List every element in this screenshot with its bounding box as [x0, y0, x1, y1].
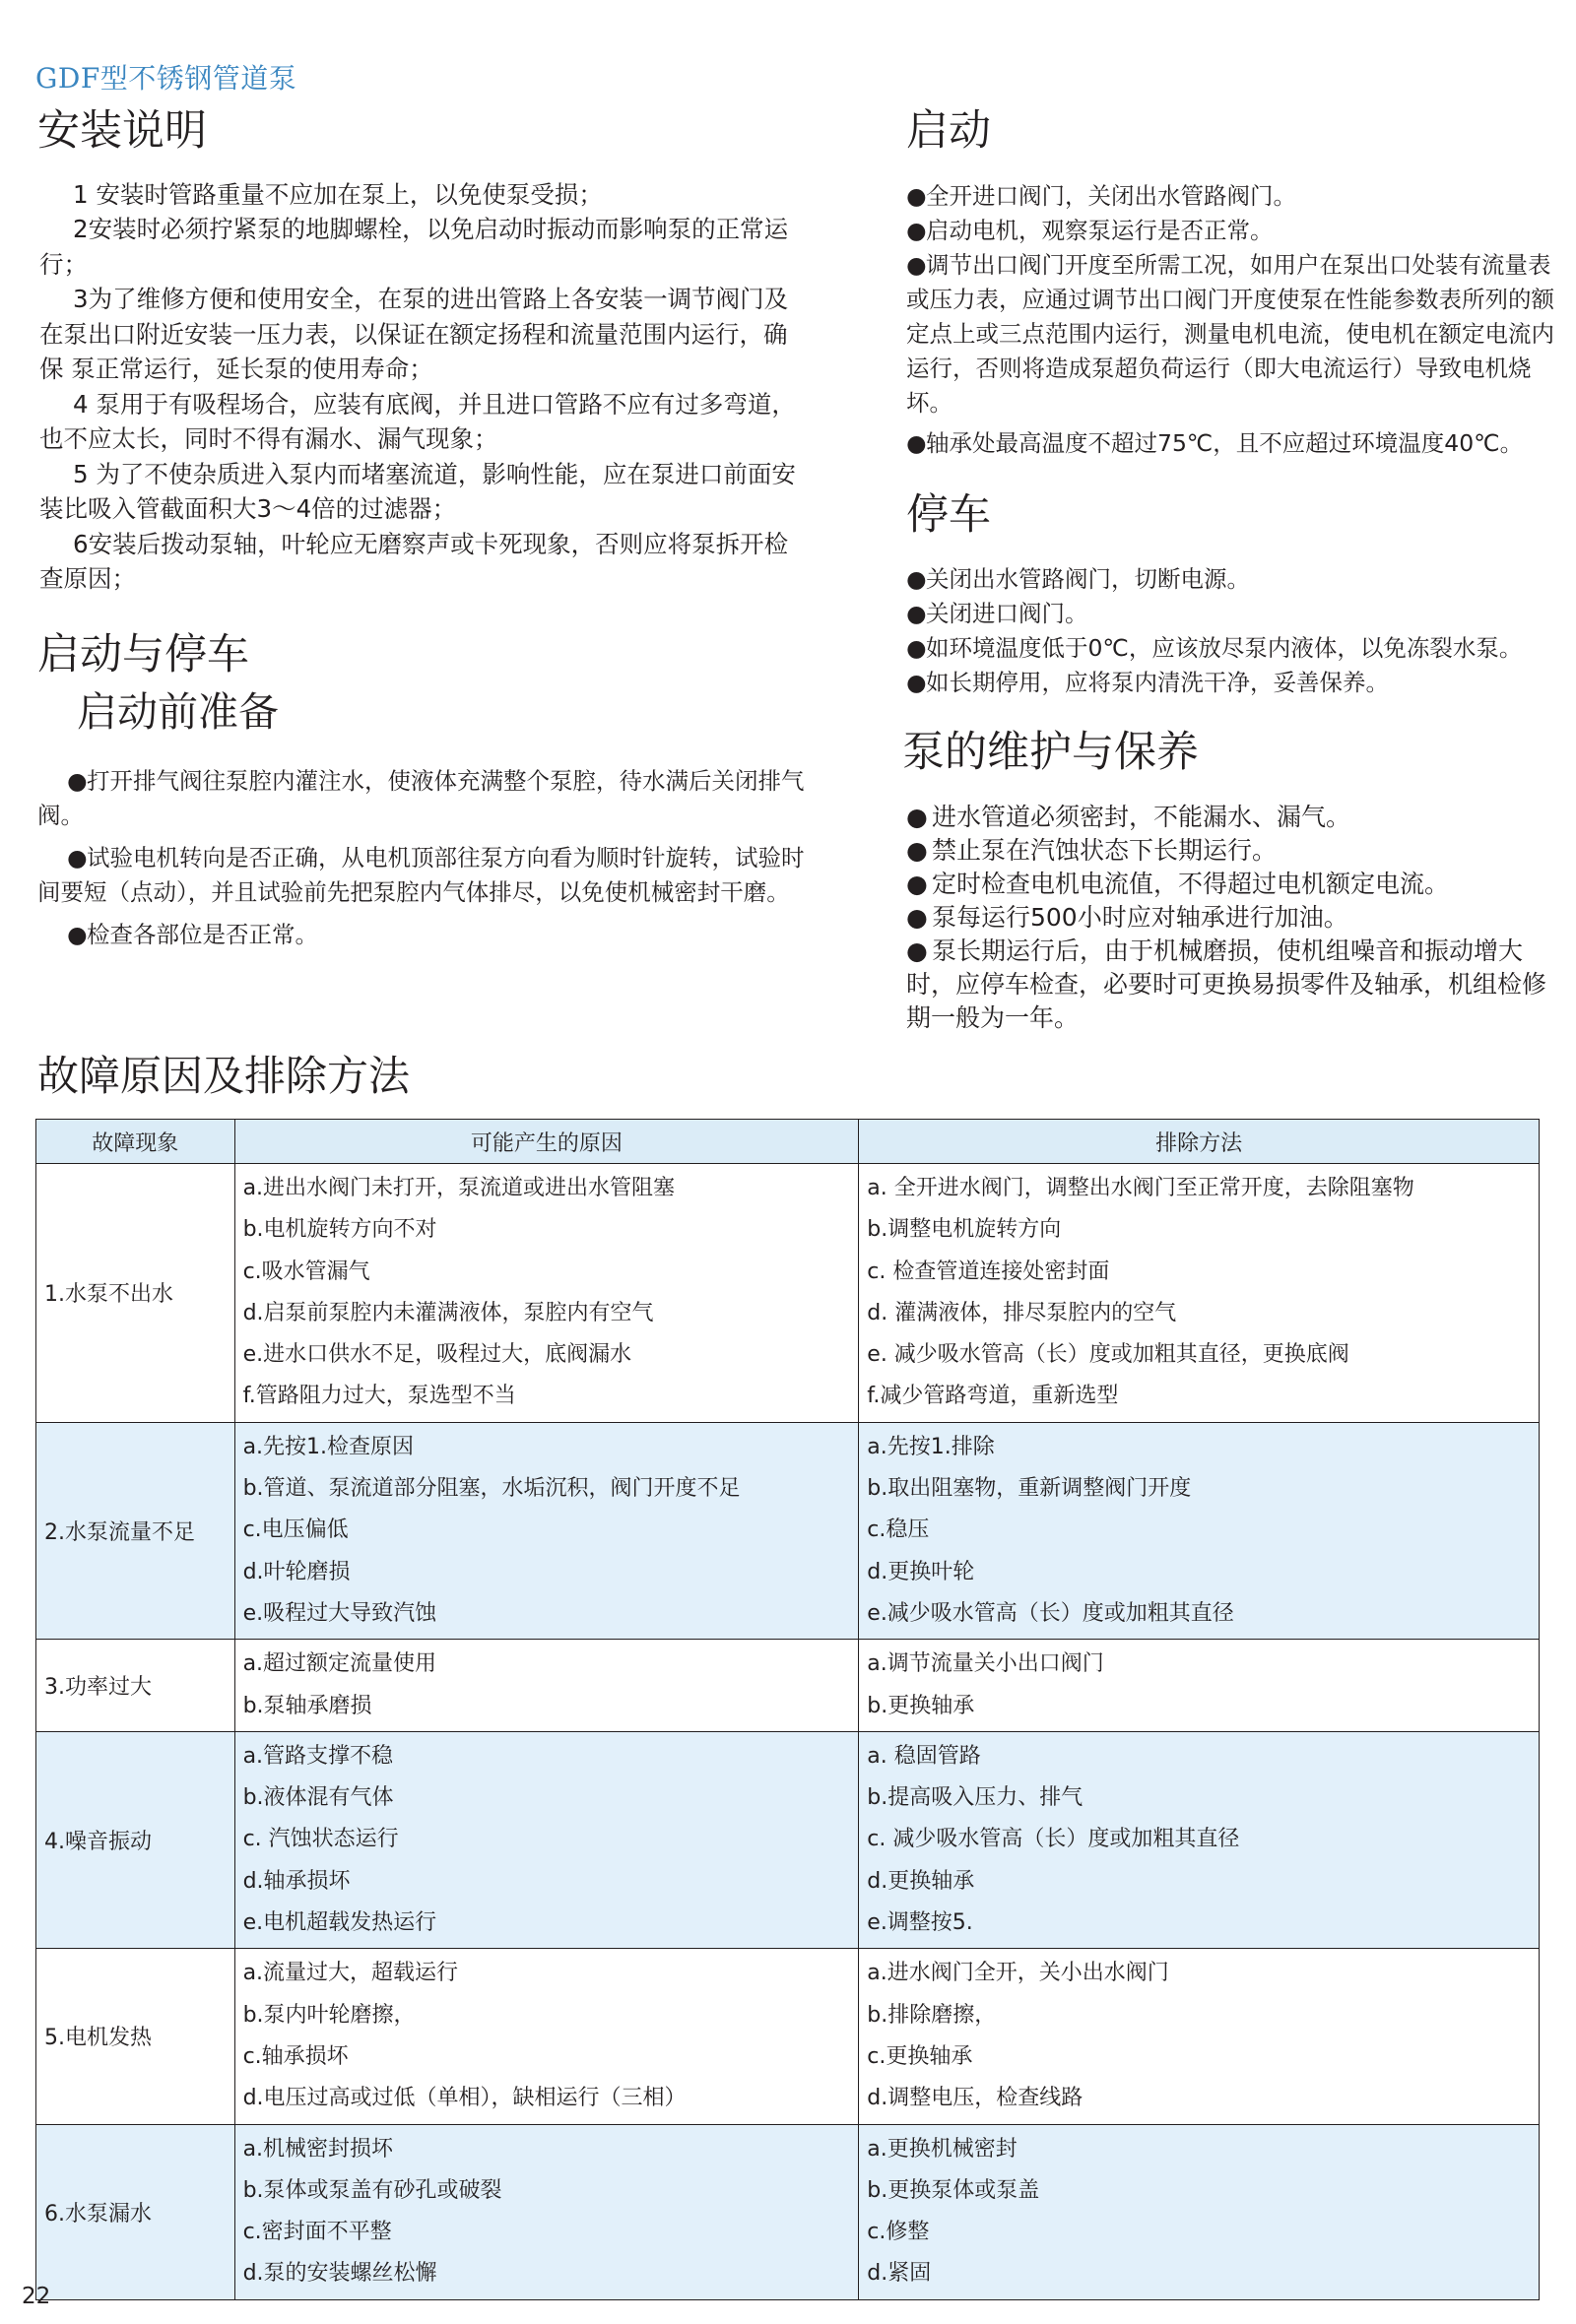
cause-item: d.泵的安装螺丝松懈: [242, 2261, 437, 2287]
bullet-icon: ●: [906, 181, 927, 210]
table-header-row: [36, 1120, 1540, 1164]
symptom-cell: 4.噪音振动: [36, 1731, 235, 1948]
remedy-item: a. 全开进水阀门，调整出水阀门至正常开度，去除阻塞物: [867, 1176, 1414, 1200]
remedy-item: c.修整: [867, 2220, 930, 2245]
symptom-cell: 6.水泵漏水: [36, 2124, 235, 2299]
bullet-icon: ●: [906, 565, 927, 594]
cause-item: d.电压过高或过低（单相），缺相运行（三相）: [242, 2086, 687, 2111]
remedy-item: e. 减少吸水管高（长）度或加粗其直径，更换底阀: [867, 1342, 1349, 1368]
install-list: [39, 177, 806, 597]
remedy-item: d.更换叶轮: [867, 1559, 975, 1584]
stop-item: ●关闭进口阀门。: [906, 597, 1558, 631]
remedy-cell: [859, 2124, 1540, 2299]
stop-list: [906, 562, 1558, 700]
bullet-icon: ●: [67, 767, 88, 796]
cause-item: c.轴承损坏: [242, 2043, 349, 2069]
prep-list: [37, 764, 806, 952]
bullet-icon: ●: [906, 600, 927, 628]
bullet-icon: ●: [906, 216, 927, 244]
maintenance-item: ● 泵每运行500小时应对轴承进行加油。: [906, 901, 1558, 935]
startup-list: [906, 179, 1558, 461]
bullet-icon: ●: [906, 902, 928, 932]
stop-item: ●如长期停用，应将泵内清洗干净，妥善保养。: [906, 666, 1558, 700]
symptom-cell: 2.水泵流量不足: [36, 1422, 235, 1639]
startup-item: ●轴承处最高温度不超过75℃，且不应超过环境温度40℃。: [906, 426, 1558, 461]
install-item: 5 为了不使杂质进入泵内而堵塞流道，影响性能，应在泵进口前面安装比吸入管截面积大3～4倍的过滤器；: [39, 459, 796, 524]
remedy-cell: [859, 1164, 1540, 1423]
header-cause: 可能产生的原因: [234, 1120, 859, 1164]
cause-item: b.泵内叶轮磨擦，: [242, 2002, 416, 2028]
bullet-icon: ●: [906, 428, 927, 457]
maintenance-item: ● 禁止泵在汽蚀状态下长期运行。: [906, 834, 1558, 868]
remedy-cell: [859, 1640, 1540, 1732]
install-item: 2安装时必须拧紧泵的地脚螺栓，以免启动时振动而影响泵的正常运行；: [39, 215, 789, 279]
symptom-cell: 5.电机发热: [36, 1949, 235, 2124]
startup-item: ●调节出口阀门开度至所需工况，如用户在泵出口处装有流量表或压力表，应通过调节出口阀门开度使泵在性能参数表所列的额定点上或三点范围内运行，测量电机电流，使电机在额定电流内运行，否则将造成泵超负荷运行（即大电流运行）导致电机烧坏。: [906, 248, 1558, 420]
prep-title: 启动前准备: [77, 688, 279, 737]
cause-item: f.管路阻力过大，泵选型不当: [242, 1384, 516, 1409]
right-column: [902, 106, 1558, 1035]
remedy-item: c. 减少吸水管高（长）度或加粗其直径: [867, 1827, 1240, 1852]
cause-item: e.吸程过大导致汽蚀: [242, 1600, 437, 1626]
bullet-icon: ●: [906, 936, 928, 965]
remedy-cell: [859, 1731, 1540, 1948]
install-item: 1 安装时管路重量不应加在泵上，以免使泵受损；: [73, 179, 603, 209]
remedy-item: d.更换轴承: [867, 1868, 975, 1894]
start-stop-title: 启动与停车: [37, 629, 249, 679]
remedy-item: e.减少吸水管高（长）度或加粗其直径: [867, 1600, 1234, 1626]
cause-item: a.先按1.检查原因: [242, 1434, 415, 1459]
remedy-item: d.紧固: [867, 2261, 932, 2287]
table-row: [36, 1949, 1540, 2124]
stop-item: ●关闭出水管路阀门，切断电源。: [906, 562, 1558, 597]
maintenance-list: [906, 801, 1558, 1035]
table-row: [36, 1640, 1540, 1732]
install-item: 3为了维修方便和使用安全，在泵的进出管路上各安装一调节阀门及在泵出口附近安装一压力表，以保证在额定扬程和流量范围内运行，确保 泵正常运行，延长泵的使用寿命；: [39, 285, 789, 384]
cause-item: e.电机超载发热运行: [242, 1910, 437, 1936]
maintenance-item: ● 定时检查电机电流值，不得超过电机额定电流。: [906, 868, 1558, 901]
header-remedy: 排除方法: [859, 1120, 1540, 1164]
prep-item: ●检查各部位是否正常。: [37, 918, 806, 952]
maintenance-title: 泵的维护与保养: [902, 728, 1199, 778]
remedy-item: b.调整电机旋转方向: [867, 1217, 1062, 1243]
cause-item: a.机械密封损坏: [242, 2136, 394, 2162]
startup-item: ●全开进口阀门，关闭出水管路阀门。: [906, 179, 1558, 214]
fault-title: 故障原因及排除方法: [37, 1052, 411, 1100]
remedy-item: b.更换轴承: [867, 1693, 975, 1718]
left-column: [37, 106, 806, 958]
cause-item: c.吸水管漏气: [242, 1259, 370, 1284]
cause-item: c. 汽蚀状态运行: [242, 1827, 399, 1852]
symptom-cell: 3.功率过大: [36, 1640, 235, 1732]
cause-cell: [234, 1949, 859, 2124]
page-number: 22: [22, 2284, 51, 2309]
cause-cell: [234, 1422, 859, 1639]
fault-table: [35, 1119, 1540, 2300]
remedy-item: a. 稳固管路: [867, 1743, 981, 1769]
remedy-item: b.提高吸入压力、排气: [867, 1785, 1084, 1811]
bullet-icon: ●: [906, 634, 927, 663]
remedy-item: a.调节流量关小出口阀门: [867, 1651, 1104, 1677]
table-row: [36, 2124, 1540, 2299]
stop-title: 停车: [906, 489, 991, 540]
remedy-item: c.更换轴承: [867, 2043, 973, 2069]
cause-item: e.进水口供水不足，吸程过大，底阀漏水: [242, 1342, 632, 1368]
cause-cell: [234, 1731, 859, 1948]
cause-cell: [234, 2124, 859, 2299]
startup-item: ●启动电机，观察泵运行是否正常。: [906, 214, 1558, 248]
cause-item: c.电压偏低: [242, 1517, 349, 1543]
prep-item: ●试验电机转向是否正确，从电机顶部往泵方向看为顺时针旋转，试验时间要短（点动），并且试验前先把泵腔内气体排尽，以免使机械密封干磨。: [37, 841, 806, 910]
remedy-item: b.取出阻塞物，重新调整阀门开度: [867, 1476, 1192, 1502]
install-title: 安装说明: [37, 106, 207, 156]
table-row: [36, 1731, 1540, 1948]
remedy-item: b.排除磨擦，: [867, 2002, 997, 2028]
bullet-icon: ●: [906, 250, 927, 279]
cause-item: d.叶轮磨损: [242, 1559, 351, 1584]
prep-item: ●打开排气阀往泵腔内灌注水，使液体充满整个泵腔，待水满后关闭排气阀。: [37, 764, 806, 833]
bullet-icon: ●: [906, 669, 927, 697]
table-row: [36, 1164, 1540, 1423]
cause-item: a.超过额定流量使用: [242, 1651, 437, 1677]
remedy-item: b.更换泵体或泵盖: [867, 2177, 1040, 2203]
document-header: GDF型不锈钢管道泵: [35, 62, 297, 95]
bullet-icon: ●: [67, 844, 88, 872]
cause-cell: [234, 1640, 859, 1732]
cause-item: a.流量过大，超载运行: [242, 1961, 459, 1986]
remedy-cell: [859, 1949, 1540, 2124]
startup-title: 启动: [906, 106, 991, 156]
cause-item: c.密封面不平整: [242, 2220, 392, 2245]
install-item: 6安装后拨动泵轴，叶轮应无磨察声或卡死现象，否则应将泵拆开检查原因；: [39, 529, 789, 594]
remedy-item: a.更换机械密封: [867, 2136, 1018, 2162]
remedy-cell: [859, 1422, 1540, 1639]
bullet-icon: ●: [67, 921, 88, 949]
remedy-item: d.调整电压，检查线路: [867, 2086, 1084, 2111]
symptom-cell: 1.水泵不出水: [36, 1164, 235, 1423]
cause-item: d.轴承损坏: [242, 1868, 351, 1894]
remedy-item: e.调整按5.: [867, 1910, 973, 1936]
remedy-item: a.先按1.排除: [867, 1434, 995, 1459]
cause-cell: [234, 1164, 859, 1423]
table-row: [36, 1422, 1540, 1639]
cause-item: b.液体混有气体: [242, 1785, 394, 1811]
remedy-item: c.稳压: [867, 1517, 930, 1543]
stop-item: ●如环境温度低于0℃，应该放尽泵内液体，以免冻裂水泵。: [906, 631, 1558, 666]
cause-item: b.管道、泵流道部分阻塞，水垢沉积，阀门开度不足: [242, 1476, 741, 1502]
maintenance-item: ● 泵长期运行后，由于机械磨损，使机组噪音和振动增大时，应停车检查，必要时可更换易损零件及轴承，机组检修期一般为一年。: [906, 936, 1547, 1032]
remedy-item: c. 检查管道连接处密封面: [867, 1259, 1110, 1284]
maintenance-item: ● 进水管道必须密封，不能漏水、漏气。: [906, 801, 1558, 834]
cause-item: a.管路支撑不稳: [242, 1743, 394, 1769]
bullet-icon: ●: [906, 802, 928, 831]
remedy-item: f.减少管路弯道，重新选型: [867, 1384, 1119, 1409]
remedy-item: d. 灌满液体，排尽泵腔内的空气: [867, 1300, 1177, 1325]
bullet-icon: ●: [906, 869, 928, 898]
cause-item: b.泵体或泵盖有砂孔或破裂: [242, 2177, 502, 2203]
remedy-item: a.进水阀门全开，关小出水阀门: [867, 1961, 1169, 1986]
header-symptom: 故障现象: [36, 1120, 235, 1164]
cause-item: d.启泵前泵腔内未灌满液体，泵腔内有空气: [242, 1300, 654, 1325]
cause-item: b.电机旋转方向不对: [242, 1217, 437, 1243]
cause-item: b.泵轴承磨损: [242, 1693, 372, 1718]
cause-item: a.进出水阀门未打开，泵流道或进出水管阻塞: [242, 1176, 676, 1200]
install-item: 4 泵用于有吸程场合，应装有底阀，并且进口管路不应有过多弯道，也不应太长，同时不得有漏水、漏气现象；: [39, 389, 796, 454]
bullet-icon: ●: [906, 835, 928, 865]
